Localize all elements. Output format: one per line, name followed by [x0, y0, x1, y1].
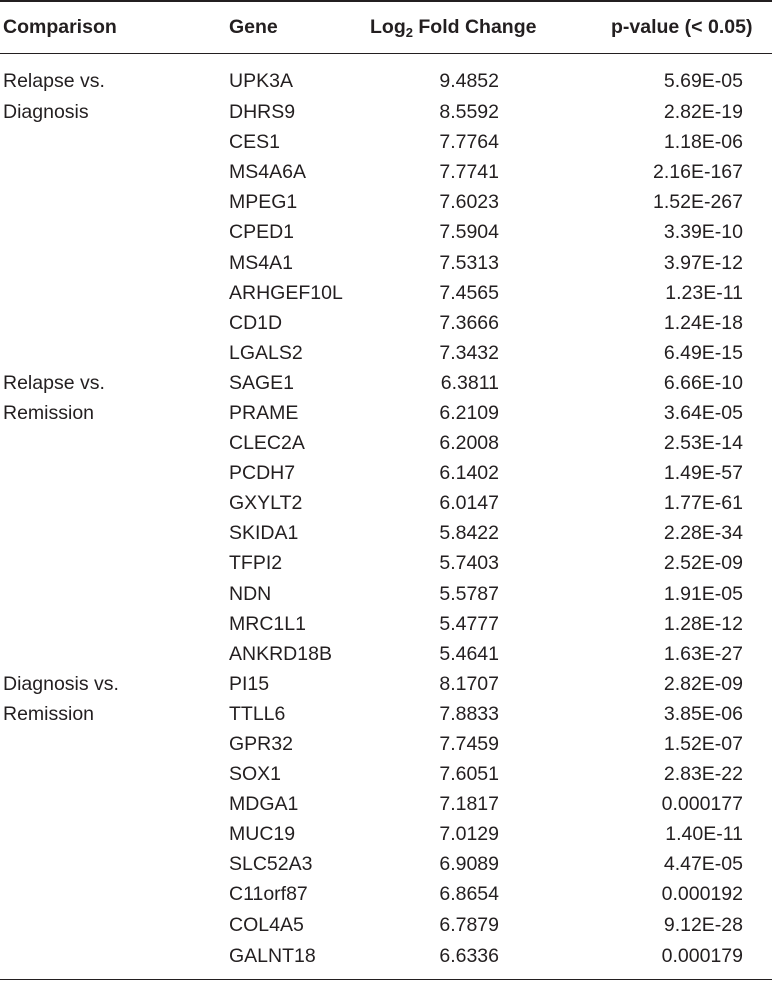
cell-p-value: 1.40E-11 [665, 823, 743, 846]
table-row [0, 699, 772, 729]
table-row [0, 639, 772, 669]
cell-p-value: 3.85E-06 [663, 702, 743, 725]
cell-comparison [0, 157, 196, 187]
cell-gene: CES1 [229, 131, 280, 154]
cell-gene: SKIDA1 [229, 522, 299, 545]
table-row [0, 308, 772, 338]
cell-gene: SOX1 [229, 763, 282, 786]
table-row [0, 338, 772, 368]
cell-p-value: 1.63E-27 [663, 642, 743, 665]
header-log2-fold-change [361, 1, 559, 53]
cell-p-value: 5.69E-05 [663, 70, 743, 93]
cell-comparison [0, 910, 196, 940]
cell-comparison [0, 759, 196, 789]
cell-p-value: 1.49E-57 [663, 462, 743, 485]
cell-comparison [0, 609, 196, 639]
cell-gene: TFPI2 [229, 552, 283, 575]
cell-gene: CPED1 [229, 221, 295, 244]
cell-comparison [0, 278, 196, 308]
cell-comparison [0, 338, 196, 368]
cell-gene: MPEG1 [229, 191, 298, 214]
cell-gene: UPK3A [229, 70, 293, 93]
cell-comparison [0, 308, 196, 338]
table-row [0, 278, 772, 308]
cell-gene: PRAME [229, 401, 299, 424]
cell-p-value: 2.82E-19 [663, 101, 743, 124]
cell-p-value: 1.23E-11 [665, 281, 743, 304]
table-row [0, 759, 772, 789]
header-log2-subscript: 2 [405, 24, 413, 40]
cell-p-value: 1.52E-267 [653, 191, 743, 214]
cell-log2-fold-change: 7.4565 [439, 281, 499, 304]
cell-gene: MDGA1 [229, 793, 299, 816]
table-row [0, 127, 772, 157]
table-bottom-rule [0, 979, 772, 980]
cell-comparison [0, 247, 196, 277]
cell-p-value: 2.82E-09 [663, 672, 743, 695]
table-row [0, 488, 772, 518]
cell-p-value: 6.49E-15 [663, 341, 743, 364]
table-header [0, 1, 772, 53]
cell-p-value: 1.77E-61 [663, 492, 743, 515]
cell-log2-fold-change: 8.5592 [439, 101, 499, 124]
table-row [0, 368, 772, 398]
cell-comparison [0, 187, 196, 217]
cell-comparison [0, 548, 196, 578]
cell-comparison [0, 458, 196, 488]
cell-p-value: 3.39E-10 [663, 221, 743, 244]
cell-p-value: 1.91E-05 [663, 582, 743, 605]
table-row [0, 669, 772, 699]
header-row [0, 1, 772, 53]
cell-p-value: 2.28E-34 [663, 522, 743, 545]
cell-log2-fold-change: 7.3432 [439, 341, 499, 364]
cell-p-value: 3.97E-12 [663, 251, 743, 274]
cell-log2-fold-change: 7.6023 [439, 191, 499, 214]
cell-gene: SAGE1 [229, 371, 295, 394]
cell-comparison [0, 940, 196, 984]
cell-comparison [0, 729, 196, 759]
cell-log2-fold-change: 8.1707 [439, 672, 499, 695]
cell-gene: ANKRD18B [229, 642, 332, 665]
cell-log2-fold-change: 6.9089 [439, 853, 499, 876]
table-row [0, 458, 772, 488]
table-row [0, 398, 772, 428]
cell-comparison: Diagnosis vs. [3, 672, 119, 695]
table-row [0, 187, 772, 217]
cell-log2-fold-change: 7.7764 [439, 131, 499, 154]
cell-p-value: 1.18E-06 [663, 131, 743, 154]
table-row [0, 217, 772, 247]
cell-log2-fold-change: 6.2008 [439, 432, 499, 455]
cell-gene: ARHGEF10L [229, 281, 343, 304]
table-body [0, 53, 772, 984]
cell-gene: SLC52A3 [229, 853, 313, 876]
table-row [0, 819, 772, 849]
table-row [0, 729, 772, 759]
cell-p-value: 1.52E-07 [663, 733, 743, 756]
table-row [0, 247, 772, 277]
cell-log2-fold-change: 6.2109 [439, 401, 499, 424]
cell-gene: DHRS9 [229, 101, 296, 124]
cell-gene: GALNT18 [229, 944, 316, 967]
cell-log2-fold-change: 7.5904 [439, 221, 499, 244]
cell-p-value: 9.12E-28 [663, 913, 743, 936]
cell-gene: GXYLT2 [229, 492, 303, 515]
header-p-value: p-value (< 0.05) [611, 15, 753, 38]
cell-p-value: 0.000179 [661, 944, 743, 967]
cell-p-value: 4.47E-05 [663, 853, 743, 876]
cell-comparison [0, 518, 196, 548]
cell-log2-fold-change: 5.4777 [439, 612, 499, 635]
table-row [0, 609, 772, 639]
cell-comparison [0, 639, 196, 669]
cell-p-value: 1.28E-12 [663, 612, 743, 635]
header-log2-suffix: Fold Change [412, 15, 537, 38]
cell-comparison [0, 849, 196, 879]
cell-gene: GPR32 [229, 733, 293, 756]
cell-log2-fold-change: 7.8833 [439, 702, 499, 725]
table-row [0, 940, 772, 984]
cell-log2-fold-change: 5.4641 [439, 642, 499, 665]
table-row [0, 518, 772, 548]
cell-gene: CD1D [229, 311, 283, 334]
cell-comparison: Remission [3, 702, 95, 725]
header-log2-prefix: Log [370, 15, 406, 38]
cell-comparison [0, 789, 196, 819]
cell-gene: CLEC2A [229, 432, 305, 455]
cell-gene: PI15 [229, 672, 270, 695]
cell-gene: C11orf87 [229, 883, 308, 906]
cell-log2-fold-change: 5.7403 [439, 552, 499, 575]
cell-comparison: Diagnosis [3, 101, 89, 124]
cell-log2-fold-change: 7.5313 [439, 251, 499, 274]
table-row [0, 849, 772, 879]
cell-comparison: Relapse vs. [3, 371, 105, 394]
cell-gene: COL4A5 [229, 913, 304, 936]
cell-gene: MRC1L1 [229, 612, 306, 635]
cell-comparison [0, 217, 196, 247]
cell-comparison [0, 127, 196, 157]
table-row [0, 548, 772, 578]
cell-comparison [0, 428, 196, 458]
cell-log2-fold-change: 6.7879 [439, 913, 499, 936]
table-row [0, 910, 772, 940]
cell-comparison: Relapse vs. [3, 70, 105, 93]
cell-log2-fold-change: 7.6051 [439, 763, 499, 786]
cell-p-value: 3.64E-05 [663, 401, 743, 424]
cell-gene: MUC19 [229, 823, 296, 846]
cell-log2-fold-change: 7.3666 [439, 311, 499, 334]
cell-comparison [0, 879, 196, 909]
table-row [0, 579, 772, 609]
cell-p-value: 2.16E-167 [653, 161, 743, 184]
table-row [0, 157, 772, 187]
cell-p-value: 6.66E-10 [663, 371, 743, 394]
table-row [0, 428, 772, 458]
cell-gene: TTLL6 [229, 702, 286, 725]
cell-log2-fold-change: 7.1817 [439, 793, 499, 816]
cell-log2-fold-change: 7.7741 [439, 161, 499, 184]
cell-gene: LGALS2 [229, 341, 303, 364]
cell-log2-fold-change: 5.5787 [439, 582, 499, 605]
cell-log2-fold-change: 6.8654 [439, 883, 499, 906]
cell-log2-fold-change: 6.1402 [439, 462, 499, 485]
cell-gene: PCDH7 [229, 462, 296, 485]
cell-gene: MS4A1 [229, 251, 293, 274]
table-row [0, 53, 772, 97]
cell-gene: NDN [229, 582, 272, 605]
cell-comparison [0, 488, 196, 518]
cell-p-value: 2.52E-09 [663, 552, 743, 575]
cell-comparison [0, 579, 196, 609]
header-comparison: Comparison [3, 15, 117, 38]
table-row [0, 789, 772, 819]
cell-log2-fold-change: 7.0129 [439, 823, 499, 846]
cell-log2-fold-change: 7.7459 [439, 733, 499, 756]
cell-gene: MS4A6A [229, 161, 306, 184]
cell-comparison: Remission [3, 401, 95, 424]
table-row [0, 879, 772, 909]
cell-p-value: 0.000177 [661, 793, 743, 816]
cell-comparison [0, 819, 196, 849]
table-row [0, 97, 772, 127]
cell-p-value: 2.53E-14 [663, 432, 743, 455]
cell-p-value: 0.000192 [661, 883, 743, 906]
cell-p-value: 2.83E-22 [663, 763, 743, 786]
cell-log2-fold-change: 6.6336 [439, 944, 499, 967]
cell-log2-fold-change: 6.0147 [439, 492, 499, 515]
header-gene: Gene [229, 15, 278, 38]
cell-log2-fold-change: 9.4852 [439, 70, 499, 93]
cell-p-value: 1.24E-18 [663, 311, 743, 334]
cell-log2-fold-change: 6.3811 [440, 371, 499, 394]
cell-log2-fold-change: 5.8422 [439, 522, 499, 545]
